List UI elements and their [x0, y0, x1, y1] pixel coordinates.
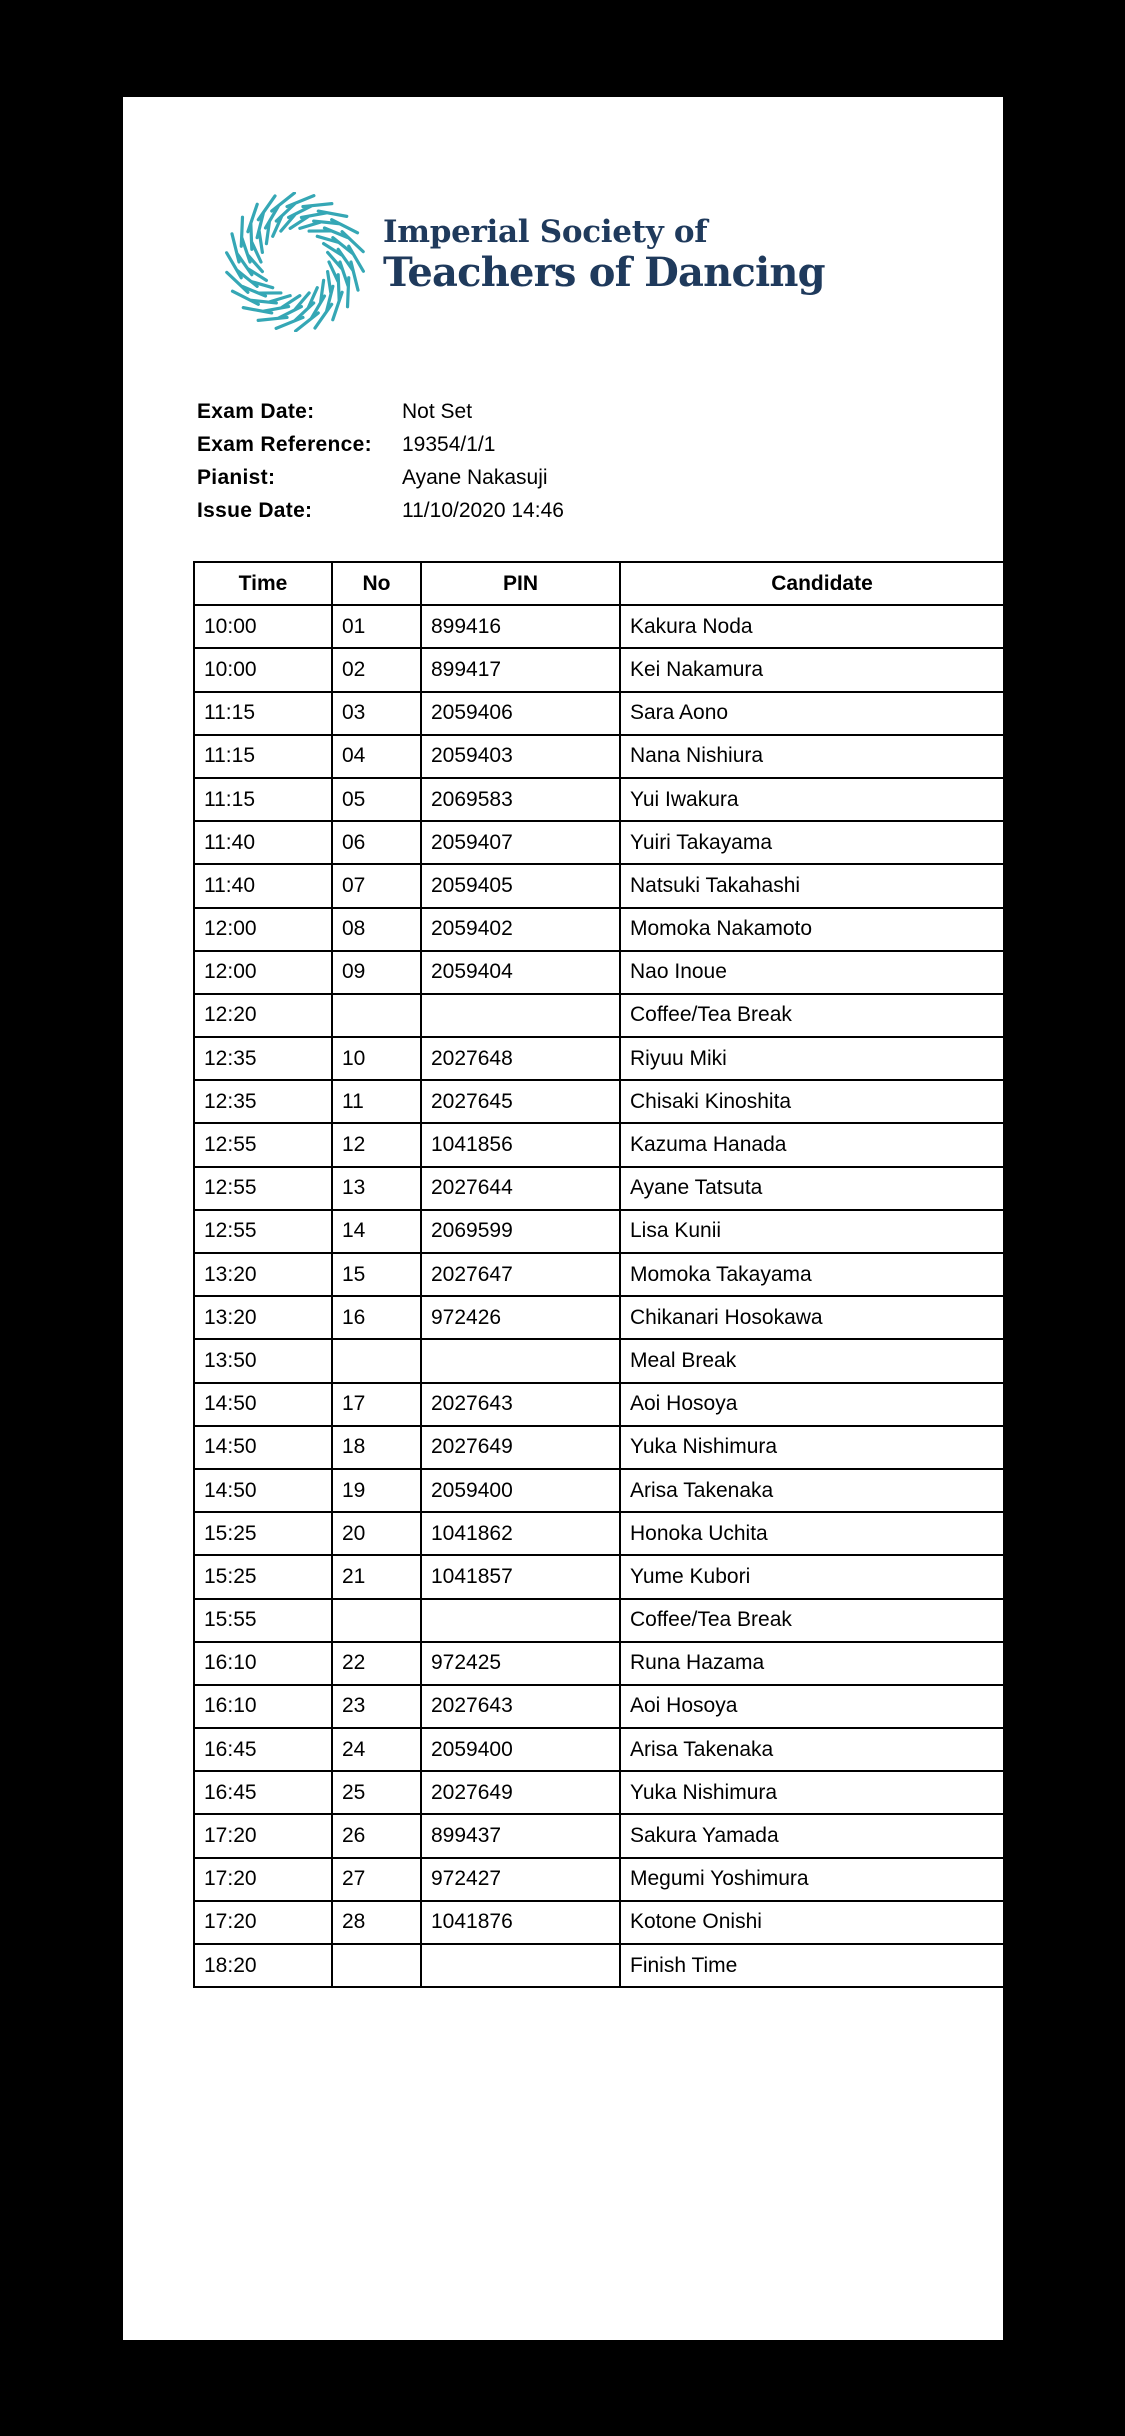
candidate-cell: Riyuu Miki: [620, 1037, 1003, 1080]
pin-cell: 899416: [421, 605, 620, 648]
candidate-cell: Sakura Yamada: [620, 1814, 1003, 1857]
time-cell: 16:10: [194, 1685, 332, 1728]
pin-cell: 2027643: [421, 1383, 620, 1426]
table-row: [194, 1253, 1003, 1296]
pin-cell: 2059402: [421, 908, 620, 951]
table-row: [194, 994, 1003, 1037]
candidate-cell: Kotone Onishi: [620, 1901, 1003, 1944]
pin-cell: 2059404: [421, 951, 620, 994]
table-row: [194, 908, 1003, 951]
table-row: [194, 821, 1003, 864]
candidate-cell: Coffee/Tea Break: [620, 994, 1003, 1037]
pin-cell: 2059400: [421, 1469, 620, 1512]
candidate-cell: Momoka Takayama: [620, 1253, 1003, 1296]
number-cell: 17: [332, 1383, 421, 1426]
candidate-cell: Yuka Nishimura: [620, 1426, 1003, 1469]
time-cell: 12:35: [194, 1037, 332, 1080]
number-cell: 05: [332, 778, 421, 821]
logo-swirl-stroke: [351, 262, 358, 290]
table-row: [194, 1469, 1003, 1512]
number-cell: 12: [332, 1123, 421, 1166]
table-row: [194, 1814, 1003, 1857]
number-cell: 04: [332, 735, 421, 778]
number-cell: 13: [332, 1167, 421, 1210]
time-cell: 12:00: [194, 951, 332, 994]
pin-cell: 2027649: [421, 1426, 620, 1469]
number-cell: [332, 1944, 421, 1987]
exam-date-label: Exam Date:: [197, 400, 315, 423]
time-cell: 11:15: [194, 735, 332, 778]
pin-cell: [421, 994, 620, 1037]
exam-reference-row: [197, 428, 564, 461]
table-row: [194, 1901, 1003, 1944]
time-cell: 14:50: [194, 1383, 332, 1426]
document-page: [123, 97, 1003, 2340]
number-cell: 14: [332, 1210, 421, 1253]
logo-swirl-stroke: [348, 278, 349, 307]
time-cell: 11:40: [194, 821, 332, 864]
time-cell: 14:50: [194, 1469, 332, 1512]
column-header-candidate: Candidate: [620, 562, 1003, 605]
logo-swirl-stroke: [259, 232, 262, 253]
time-cell: 16:45: [194, 1728, 332, 1771]
table-row: [194, 1771, 1003, 1814]
table-row: [194, 1642, 1003, 1685]
candidate-cell: Chisaki Kinoshita: [620, 1080, 1003, 1123]
table-row: [194, 1858, 1003, 1901]
number-cell: 01: [332, 605, 421, 648]
logo-swirl-stroke: [258, 317, 287, 320]
candidate-cell: Megumi Yoshimura: [620, 1858, 1003, 1901]
logo-swirl-stroke: [303, 204, 332, 207]
candidate-cell: Yume Kubori: [620, 1555, 1003, 1598]
table-row: [194, 1944, 1003, 1987]
table-row: [194, 1296, 1003, 1339]
number-cell: 11: [332, 1080, 421, 1123]
table-row: [194, 648, 1003, 691]
pin-cell: 2059405: [421, 864, 620, 907]
logo-swirl-stroke: [300, 222, 320, 228]
pin-cell: 1041876: [421, 1901, 620, 1944]
pin-cell: 2027644: [421, 1167, 620, 1210]
table-row: [194, 864, 1003, 907]
table-row: [194, 1339, 1003, 1382]
column-header-time: Time: [194, 562, 332, 605]
exam-reference-label: Exam Reference:: [197, 433, 372, 456]
number-cell: 09: [332, 951, 421, 994]
pin-cell: [421, 1944, 620, 1987]
candidate-cell: Kazuma Hanada: [620, 1123, 1003, 1166]
time-cell: 13:20: [194, 1253, 332, 1296]
number-cell: [332, 1339, 421, 1382]
number-cell: 21: [332, 1555, 421, 1598]
logo-swirl-stroke: [328, 272, 331, 293]
logo-swirl-stroke: [241, 217, 242, 246]
table-row: [194, 951, 1003, 994]
table-row: [194, 1599, 1003, 1642]
candidate-cell: Kei Nakamura: [620, 648, 1003, 691]
pin-cell: [421, 1339, 620, 1382]
time-cell: 11:15: [194, 692, 332, 735]
time-cell: 11:15: [194, 778, 332, 821]
candidate-cell: Yui Iwakura: [620, 778, 1003, 821]
logo-swirl-stroke: [264, 307, 289, 312]
organization-name-line1: Imperial Society of: [383, 214, 708, 250]
time-cell: 12:55: [194, 1123, 332, 1166]
number-cell: 03: [332, 692, 421, 735]
candidate-cell: Yuka Nishimura: [620, 1771, 1003, 1814]
table-row: [194, 1037, 1003, 1080]
table-row: [194, 1210, 1003, 1253]
number-cell: 28: [332, 1901, 421, 1944]
pin-cell: [421, 1599, 620, 1642]
issue-date-row: [197, 494, 564, 527]
time-cell: 10:00: [194, 605, 332, 648]
pin-cell: 2069583: [421, 778, 620, 821]
organization-name-line2: Teachers of Dancing: [383, 249, 825, 296]
pianist-label: Pianist:: [197, 466, 276, 489]
time-cell: 15:25: [194, 1512, 332, 1555]
time-cell: 18:20: [194, 1944, 332, 1987]
number-cell: 22: [332, 1642, 421, 1685]
time-cell: 17:20: [194, 1814, 332, 1857]
number-cell: 24: [332, 1728, 421, 1771]
issue-date-label: Issue Date:: [197, 499, 313, 522]
exam-schedule-table: [193, 561, 1003, 1988]
pin-cell: 972427: [421, 1858, 620, 1901]
table-row: [194, 1123, 1003, 1166]
time-cell: 11:40: [194, 864, 332, 907]
logo-swirl-stroke: [251, 224, 252, 249]
candidate-cell: Ayane Tatsuta: [620, 1167, 1003, 1210]
table-row: [194, 778, 1003, 821]
exam-date-row: [197, 395, 564, 428]
table-row: [194, 1685, 1003, 1728]
number-cell: [332, 994, 421, 1037]
pin-cell: 899437: [421, 1814, 620, 1857]
candidate-cell: Yuiri Takayama: [620, 821, 1003, 864]
number-cell: 15: [332, 1253, 421, 1296]
time-cell: 12:55: [194, 1167, 332, 1210]
candidate-cell: Natsuki Takahashi: [620, 864, 1003, 907]
logo-swirl-stroke: [338, 275, 339, 300]
table-header-row: [194, 562, 1003, 605]
istd-logo: [225, 192, 945, 332]
table-row: [194, 692, 1003, 735]
candidate-cell: Kakura Noda: [620, 605, 1003, 648]
table-row: [194, 1383, 1003, 1426]
exam-date-value: Not Set: [402, 400, 473, 423]
column-header-no: No: [332, 562, 421, 605]
time-cell: 12:35: [194, 1080, 332, 1123]
candidate-cell: Runa Hazama: [620, 1642, 1003, 1685]
time-cell: 15:55: [194, 1599, 332, 1642]
pianist-row: [197, 461, 564, 494]
pin-cell: 2059403: [421, 735, 620, 778]
candidate-cell: Aoi Hosoya: [620, 1685, 1003, 1728]
pin-cell: 2059406: [421, 692, 620, 735]
candidate-cell: Lisa Kunii: [620, 1210, 1003, 1253]
pin-cell: 2059407: [421, 821, 620, 864]
time-cell: 17:20: [194, 1901, 332, 1944]
table-row: [194, 1512, 1003, 1555]
number-cell: 26: [332, 1814, 421, 1857]
candidate-cell: Nao Inoue: [620, 951, 1003, 994]
pin-cell: 972425: [421, 1642, 620, 1685]
number-cell: 07: [332, 864, 421, 907]
logo-swirl-stroke: [232, 234, 239, 262]
time-cell: 12:20: [194, 994, 332, 1037]
table-row: [194, 735, 1003, 778]
number-cell: 18: [332, 1426, 421, 1469]
candidate-cell: Honoka Uchita: [620, 1512, 1003, 1555]
number-cell: 16: [332, 1296, 421, 1339]
table-row: [194, 1555, 1003, 1598]
pin-cell: 1041862: [421, 1512, 620, 1555]
pin-cell: 2027645: [421, 1080, 620, 1123]
pin-cell: 972426: [421, 1296, 620, 1339]
column-header-pin: PIN: [421, 562, 620, 605]
candidate-cell: Sara Aono: [620, 692, 1003, 735]
number-cell: 08: [332, 908, 421, 951]
exam-details: [197, 395, 564, 527]
table-row: [194, 1728, 1003, 1771]
time-cell: 17:20: [194, 1858, 332, 1901]
time-cell: 12:55: [194, 1210, 332, 1253]
number-cell: 02: [332, 648, 421, 691]
number-cell: 20: [332, 1512, 421, 1555]
pin-cell: 2059400: [421, 1728, 620, 1771]
pin-cell: 2027643: [421, 1685, 620, 1728]
pianist-value: Ayane Nakasuji: [402, 466, 548, 489]
exam-reference-value: 19354/1/1: [402, 433, 496, 456]
candidate-cell: Chikanari Hosokawa: [620, 1296, 1003, 1339]
issue-date-value: 11/10/2020 14:46: [402, 499, 564, 522]
number-cell: 06: [332, 821, 421, 864]
pin-cell: 899417: [421, 648, 620, 691]
pin-cell: 2069599: [421, 1210, 620, 1253]
number-cell: 27: [332, 1858, 421, 1901]
pin-cell: 2027649: [421, 1771, 620, 1814]
time-cell: 10:00: [194, 648, 332, 691]
candidate-cell: Coffee/Tea Break: [620, 1599, 1003, 1642]
time-cell: 16:45: [194, 1771, 332, 1814]
table-row: [194, 1080, 1003, 1123]
table-row: [194, 1426, 1003, 1469]
time-cell: 15:25: [194, 1555, 332, 1598]
candidate-cell: Momoka Nakamoto: [620, 908, 1003, 951]
logo-swirl-icon: [225, 192, 365, 332]
logo-swirl-stroke: [301, 213, 326, 218]
pin-cell: 2027648: [421, 1037, 620, 1080]
pin-cell: 1041857: [421, 1555, 620, 1598]
time-cell: 14:50: [194, 1426, 332, 1469]
number-cell: 10: [332, 1037, 421, 1080]
candidate-cell: Arisa Takenaka: [620, 1728, 1003, 1771]
table-row: [194, 1167, 1003, 1210]
time-cell: 12:00: [194, 908, 332, 951]
number-cell: 19: [332, 1469, 421, 1512]
pin-cell: 2027647: [421, 1253, 620, 1296]
logo-wordmark: [383, 214, 825, 296]
number-cell: 23: [332, 1685, 421, 1728]
time-cell: 13:50: [194, 1339, 332, 1382]
logo-swirl-stroke: [242, 238, 250, 262]
table-body: [194, 605, 1003, 1987]
number-cell: 25: [332, 1771, 421, 1814]
candidate-cell: Arisa Takenaka: [620, 1469, 1003, 1512]
time-cell: 16:10: [194, 1642, 332, 1685]
candidate-cell: Meal Break: [620, 1339, 1003, 1382]
logo-swirl-stroke: [270, 296, 290, 302]
candidate-cell: Nana Nishiura: [620, 735, 1003, 778]
time-cell: 13:20: [194, 1296, 332, 1339]
pin-cell: 1041856: [421, 1123, 620, 1166]
table-row: [194, 605, 1003, 648]
candidate-cell: Aoi Hosoya: [620, 1383, 1003, 1426]
candidate-cell: Finish Time: [620, 1944, 1003, 1987]
number-cell: [332, 1599, 421, 1642]
